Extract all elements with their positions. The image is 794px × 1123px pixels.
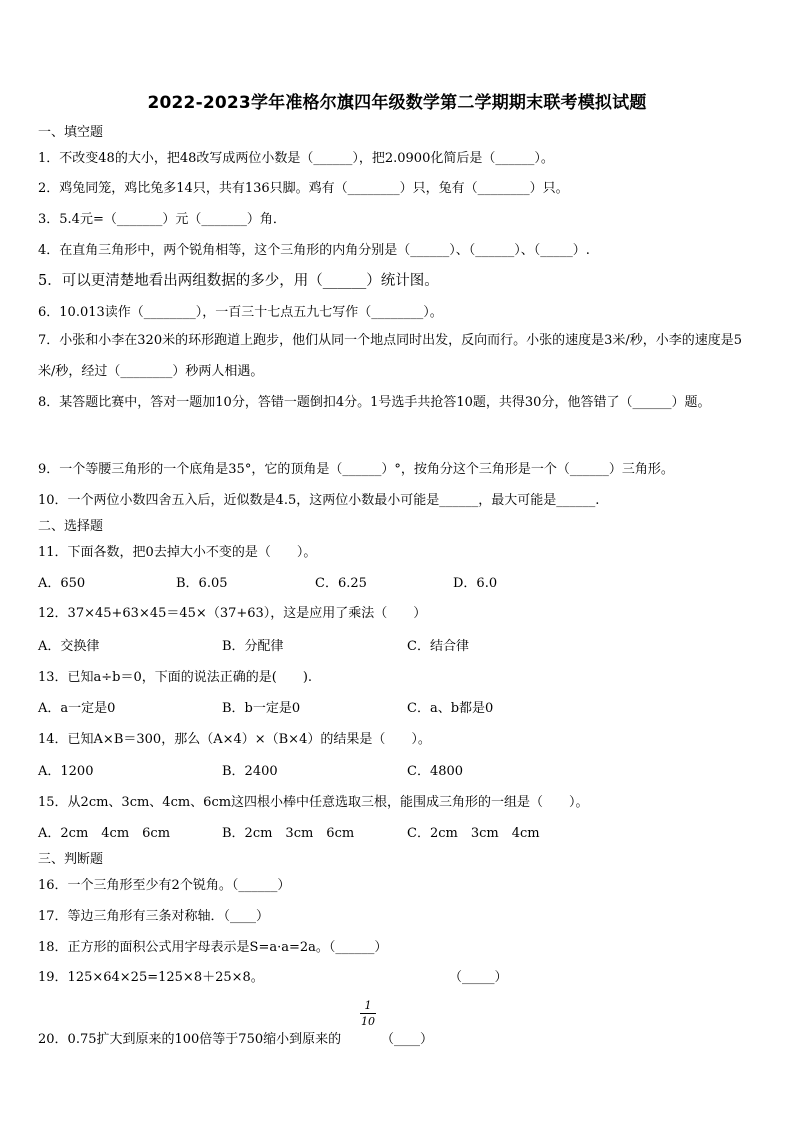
- question-16: 16．一个三角形至少有2个锐角。（______）: [38, 878, 291, 893]
- option-13-b: B．b一定是0: [222, 701, 301, 716]
- option-13-a: A．a一定是0: [38, 701, 116, 716]
- option-14-a: A．1200: [38, 764, 94, 779]
- question-17: 17．等边三角形有三条对称轴．（____）: [38, 909, 270, 924]
- option-11-c: C．6.25: [315, 576, 367, 591]
- option-12-b: B．分配律: [222, 639, 284, 654]
- question-19: 19．125×64×25=125×8＋25×8。: [38, 970, 264, 985]
- section-heading-fill-in: 一、填空题: [38, 125, 104, 140]
- option-13-c: C．a、b都是0: [407, 701, 494, 716]
- question-10: 10．一个两位小数四舍五入后，近似数是4.5，这两位小数最小可能是______，最大可能是______.: [38, 493, 600, 508]
- option-11-d: D．6.0: [453, 576, 498, 591]
- question-11: 11．下面各数，把0去掉大小不变的是（ ）。: [38, 545, 317, 560]
- fraction-one-tenth: [360, 999, 376, 1028]
- question-12: 12．37×45+63×45＝45×（37+63），这是应用了乘法（ ）: [38, 606, 427, 621]
- section-heading-choice: 二、选择题: [38, 519, 104, 534]
- question-18: 18．正方形的面积公式用字母表示是S=a·a=2a。（______）: [38, 940, 388, 955]
- question-15: 15．从2cm、3cm、4cm、6cm这四根小棒中任意选取三根，能围成三角形的一组是（ ）。: [38, 795, 589, 810]
- fraction-bar: [360, 1013, 376, 1014]
- question-8: 8．某答题比赛中，答对一题加10分，答错一题倒扣4分。1号选手共抢答10题，共得30分，他答错了（______）题。: [38, 395, 711, 410]
- question-5: 5．可以更清楚地看出两组数据的多少，用（______）统计图。: [38, 273, 439, 289]
- option-12-a: A．交换律: [38, 639, 100, 654]
- answer-blank-19: （_____）: [449, 970, 508, 985]
- option-14-b: B．2400: [222, 764, 278, 779]
- question-14: 14．已知A×B＝300，那么（A×4）×（B×4）的结果是（ ）。: [38, 732, 431, 747]
- option-11-a: A．650: [38, 576, 86, 591]
- question-1: 1．不改变48的大小，把48改写成两位小数是（______），把2.0900化简后是（______）。: [38, 151, 554, 166]
- question-13: 13．已知a÷b＝0，下面的说法正确的是( ).: [38, 670, 313, 685]
- question-20: 20．0.75扩大到原来的100倍等于750缩小到原来的: [38, 1032, 342, 1047]
- question-9: 9．一个等腰三角形的一个底角是35°，它的顶角是（______）°，按角分这个三角形是一个（______）三角形。: [38, 462, 674, 477]
- question-6: 6．10.013读作（________），一百三十七点五九七写作（________）。: [38, 305, 443, 320]
- question-2: 2．鸡兔同笼，鸡比兔多14只，共有136只脚。鸡有（________）只，兔有（________）只。: [38, 181, 569, 196]
- option-15-b: B．2cm 3cm 6cm: [222, 826, 355, 841]
- answer-blank-20: （____）: [381, 1032, 434, 1047]
- question-3: 3．5.4元=（_______）元（_______）角．: [38, 212, 286, 227]
- option-15-a: A．2cm 4cm 6cm: [38, 826, 171, 841]
- page-title: 2022-2023学年准格尔旗四年级数学第二学期期末联考模拟试题: [147, 93, 647, 113]
- option-11-b: B．6.05: [176, 576, 228, 591]
- option-12-c: C．结合律: [407, 639, 469, 654]
- fraction-denominator: 10: [361, 1015, 375, 1028]
- question-7: 7．小张和小李在320米的环形跑道上跑步，他们从同一个地点同时出发，反向而行。小张的速度是3米/秒，小李的速度是5米/秒，经过（________）秒两人相遇。: [38, 333, 743, 379]
- option-15-c: C．2cm 3cm 4cm: [407, 826, 540, 841]
- fraction-numerator: 1: [364, 999, 372, 1012]
- question-4: 4．在直角三角形中，两个锐角相等，这个三角形的内角分别是（______）、（______）、（_____）.: [38, 243, 590, 258]
- option-14-c: C．4800: [407, 764, 464, 779]
- section-heading-judge: 三、判断题: [38, 852, 104, 867]
